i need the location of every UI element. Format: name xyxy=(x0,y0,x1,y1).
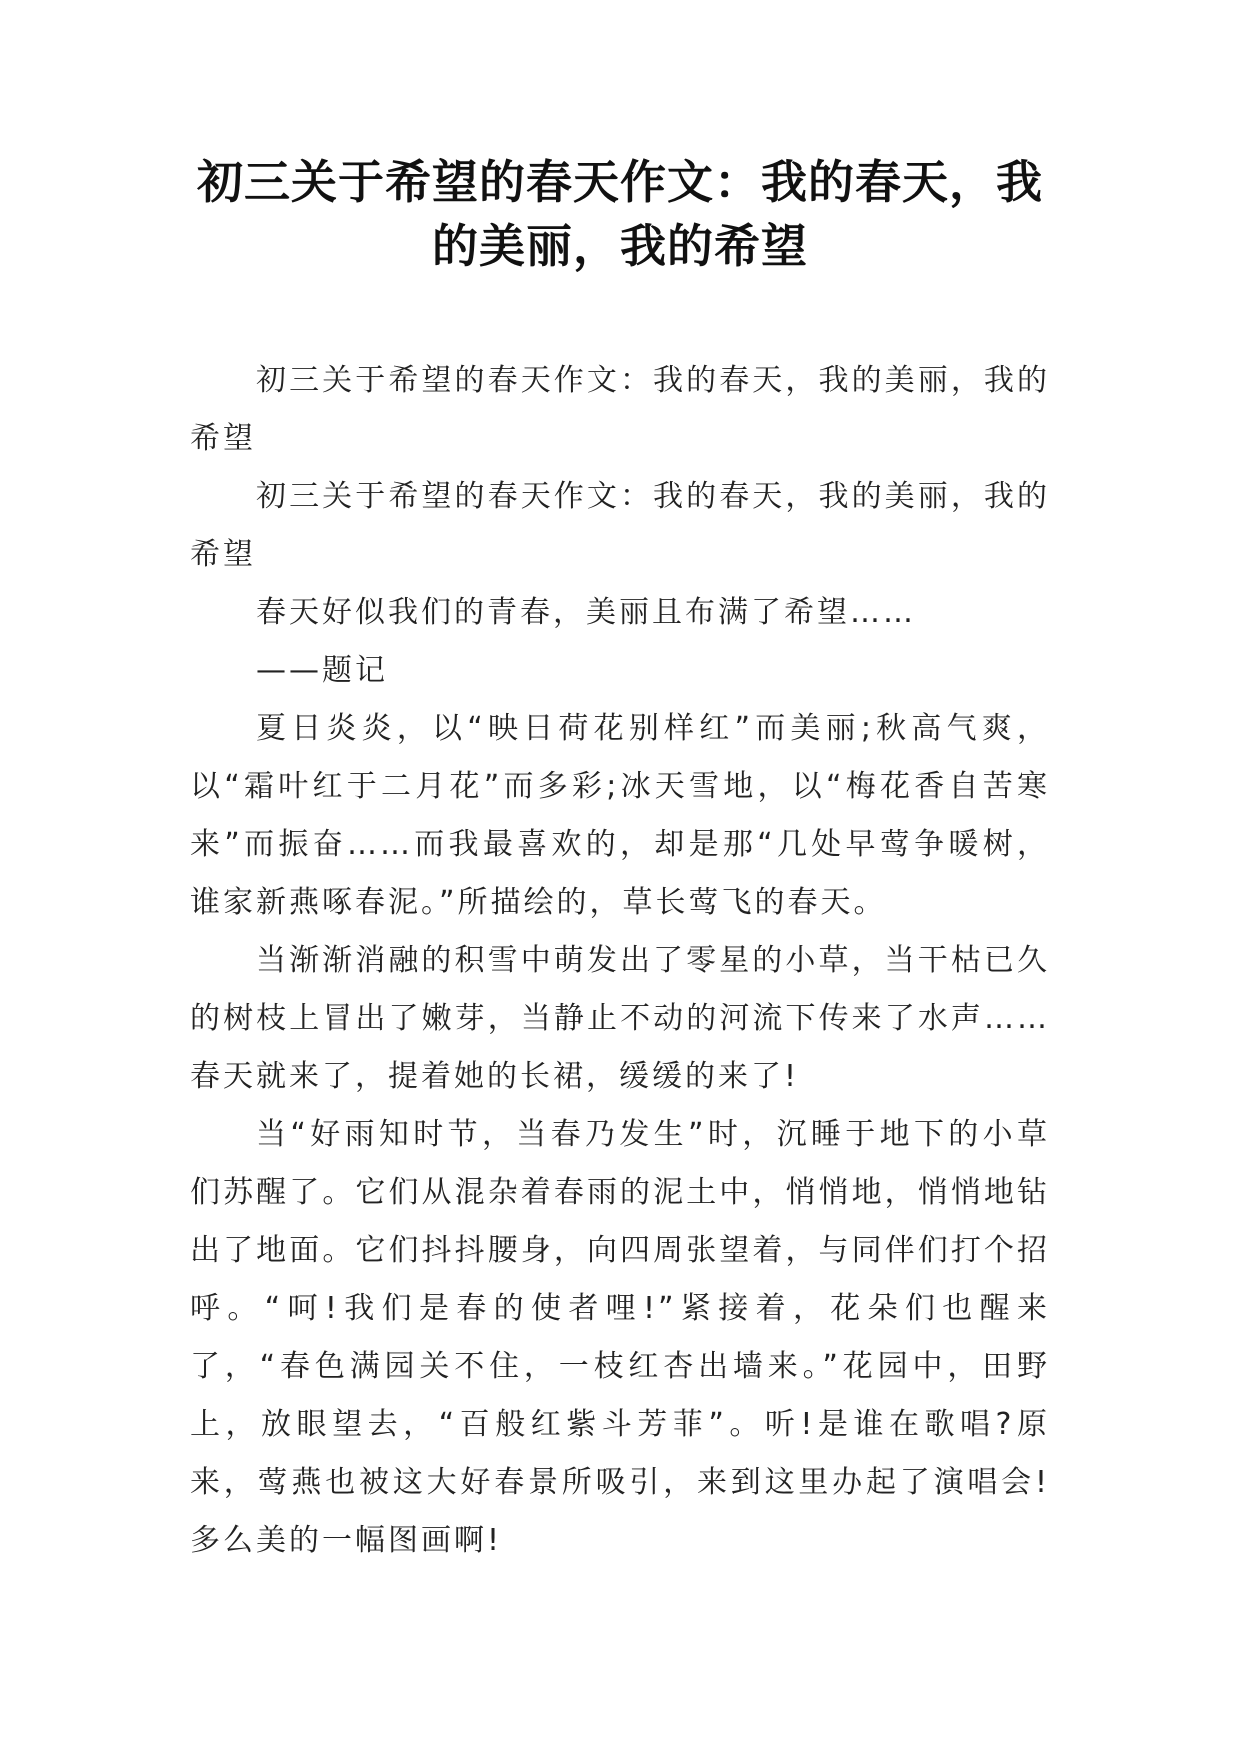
paragraph-intro-2: 初三关于希望的春天作文：我的春天，我的美丽，我的希望 xyxy=(190,479,1050,572)
paragraph-spring-arrives: 当渐渐消融的积雪中萌发出了零星的小草，当干枯已久的树枝上冒出了嫩芽，当静止不动的河流下传来了水声……春天就来了，提着她的长裙，缓缓的来了! xyxy=(190,943,1050,1094)
paragraph-epigraph: 春天好似我们的青春，美丽且布满了希望…… xyxy=(256,595,916,630)
document-body xyxy=(190,352,1050,1570)
document-title: 初三关于希望的春天作文：我的春天，我的美丽，我的希望 xyxy=(197,155,1043,273)
paragraph-intro-1: 初三关于希望的春天作文：我的春天，我的美丽，我的希望 xyxy=(190,363,1050,456)
paragraph-seasons: 夏日炎炎，以“映日荷花别样红”而美丽;秋高气爽，以“霜叶红于二月花”而多彩;冰天雪地，以“梅花香自苦寒来”而振奋……而我最喜欢的，却是那“几处早莺争暖树，谁家新燕啄春泥。”所描绘的，草长莺飞的春天。 xyxy=(190,711,1050,920)
paragraph-epigraph-note: ——题记 xyxy=(256,653,388,688)
paragraph-spring-scene: 当“好雨知时节，当春乃发生”时，沉睡于地下的小草们苏醒了。它们从混杂着春雨的泥土中，悄悄地，悄悄地钻出了地面。它们抖抖腰身，向四周张望着，与同伴们打个招呼。“呵!我们是春的使者哩!”紧接着，花朵们也醒来了，“春色满园关不住，一枝红杏出墙来。”花园中，田野上，放眼望去，“百般红紫斗芳菲”。听!是谁在歌唱?原来，莺燕也被这大好春景所吸引，来到这里办起了演唱会!多么美的一幅图画啊! xyxy=(190,1117,1050,1558)
